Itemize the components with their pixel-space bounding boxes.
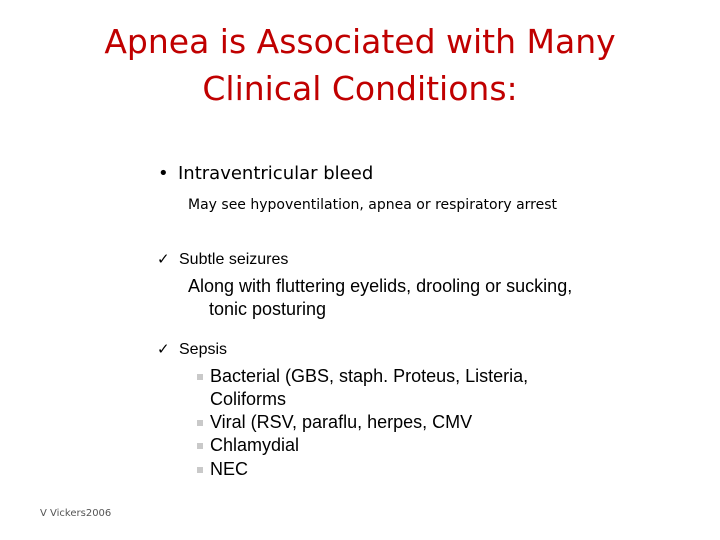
sepsis-item-viral: Viral (RSV, paraflu, herpes, CMV <box>210 412 473 432</box>
checkmark-icon: ✓ <box>157 250 170 268</box>
check-subtle-seizures: Subtle seizures <box>179 251 289 268</box>
bullet-intraventricular-detail: May see hypoventilation, apnea or respiratory arrest <box>188 197 558 213</box>
subtle-seizures-detail-line-2: tonic posturing <box>209 299 327 319</box>
bullet-dot-icon: • <box>158 163 169 184</box>
sepsis-item-bacterial-line-2: Coliforms <box>210 389 287 409</box>
subtle-seizures-detail-line-1: Along with fluttering eyelids, drooling or sucking, <box>188 276 573 296</box>
sepsis-item-nec: NEC <box>210 459 249 479</box>
checkmark-icon: ✓ <box>157 340 170 358</box>
square-bullet-icon <box>197 374 203 380</box>
title-line-2: Clinical Conditions: <box>202 69 518 108</box>
title-line-1: Apnea is Associated with Many <box>104 22 616 61</box>
footer-credit: V Vickers2006 <box>40 508 112 519</box>
square-bullet-icon <box>197 443 203 449</box>
square-bullet-icon <box>197 467 203 473</box>
sepsis-item-bacterial: Bacterial (GBS, staph. Proteus, Listeria, <box>210 366 529 386</box>
square-bullet-icon <box>197 420 203 426</box>
slide-title <box>40 18 680 112</box>
check-sepsis: Sepsis <box>179 341 228 358</box>
bullet-intraventricular-bleed: Intraventricular bleed <box>178 163 374 184</box>
sepsis-item-chlamydial: Chlamydial <box>210 435 300 455</box>
